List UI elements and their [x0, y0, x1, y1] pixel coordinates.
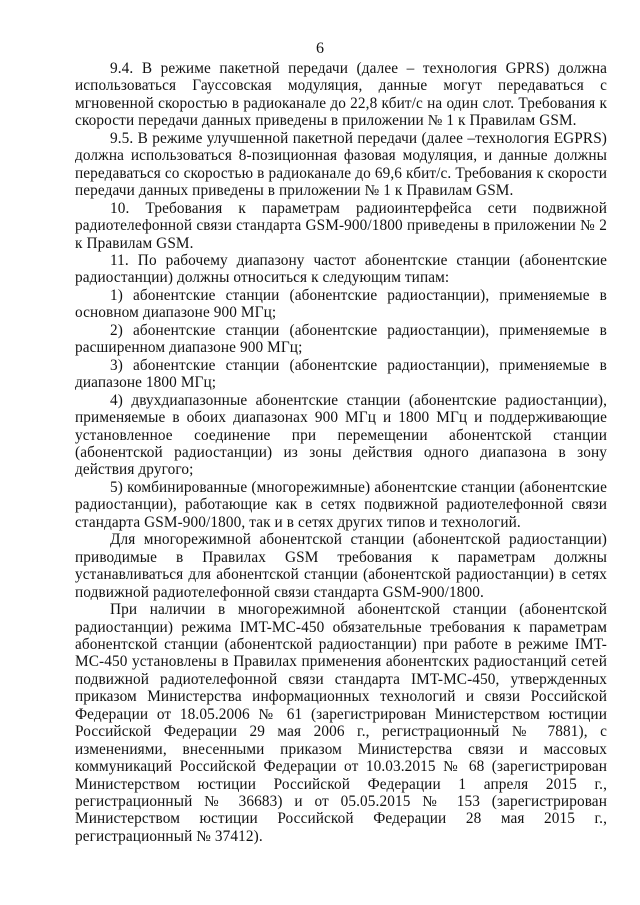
list-item-2: 2) абонентские станции (абонентские радиостанции), применяемые в расширенном диапазоне 900 МГц;: [75, 321, 607, 357]
list-item-3: 3) абонентские станции (абонентские радиостанции), применяемые в диапазоне 1800 МГц;: [75, 356, 607, 392]
paragraph-11: 11. По рабочему диапазону частот абонентские станции (абонентские радиостанции) должны относиться к следующим типам:: [75, 251, 607, 287]
paragraph-10: 10. Требования к параметрам радиоинтерфейса сети подвижной радиотелефонной связи стандарта GSM-900/1800 приведены в приложении № 2 к Правилам GSM.: [75, 199, 607, 252]
list-item-5: 5) комбинированные (многорежимные) абонентские станции (абонентские радиостанции), работающие как в сетях подвижной радиотелефонной связи стандарта GSM-900/1800, так и в сетях других типов и технологий.: [75, 478, 607, 531]
page-number: 6: [316, 40, 324, 57]
document-body: [75, 60, 607, 845]
paragraph-multimode: Для многорежимной абонентской станции (абонентской радиостанции) приводимые в Правилах GSM требования к параметрам должны устанавливаться для абонентской станции (абонентской радиостанции) в сетях подвижной радиотелефонной связи стандарта GSM-900/1800.: [75, 531, 607, 601]
list-item-4: 4) двухдиапазонные абонентские станции (абонентские радиостанции), применяемые в обоих диапазонах 900 МГц и 1800 МГц и поддерживающие установленное соединение при перемещении абонентской станции (абонентской радиостанции) из зоны действия одного диапазона в зону действия другого;: [75, 391, 607, 479]
paragraph-9-4: 9.4. В режиме пакетной передачи (далее – технология GPRS) должна использоваться Гауссовская модуляция, данные могут передаваться с мгновенной скоростью в радиоканале до 22,8 кбит/с на один слот. Требования к скорости передачи данных приведены в приложении № 1 к Правилам GSM.: [75, 60, 607, 130]
list-item-1: 1) абонентские станции (абонентские радиостанции), применяемые в основном диапазоне 900 МГц;: [75, 286, 607, 322]
paragraph-9-5: 9.5. В режиме улучшенной пакетной передачи (далее –технология EGPRS) должна использоваться 8-позиционная фазовая модуляция, и данные должны передаваться со скоростью в радиоканале до 69,6 кбит/с. Требования к скорости передачи данных приведены в приложении № 1 к Правилам GSM.: [75, 129, 607, 200]
paragraph-imt-mc-450: При наличии в многорежимной абонентской станции (абонентской радиостанции) режима IMT-MC-450 обязательные требования к параметрам абонентской станции (абонентской радиостанции) при работе в режиме IMT-MC-450 установлены в Правилах применения абонентских радиостанций сетей подвижной радиотелефонной связи стандарта IMT-MC-450, утвержденных приказом Министерства информационных технологий и связи Российской Федерации от 18.05.2006 № 61 (зарегистрирован Министерством юстиции Российской Федерации 29 мая 2006 г., регистрационный № 7881), с изменениями, внесенными приказом Министерства связи и массовых коммуникаций Российской Федерации от 10.03.2015 № 68 (зарегистрирован Министерством юстиции Российской Федерации 1 апреля 2015 г., регистрационный № 36683) и от 05.05.2015 № 153 (зарегистрирован Министерством юстиции Российской Федерации 28 мая 2015 г., регистрационный № 37412).: [75, 601, 607, 845]
